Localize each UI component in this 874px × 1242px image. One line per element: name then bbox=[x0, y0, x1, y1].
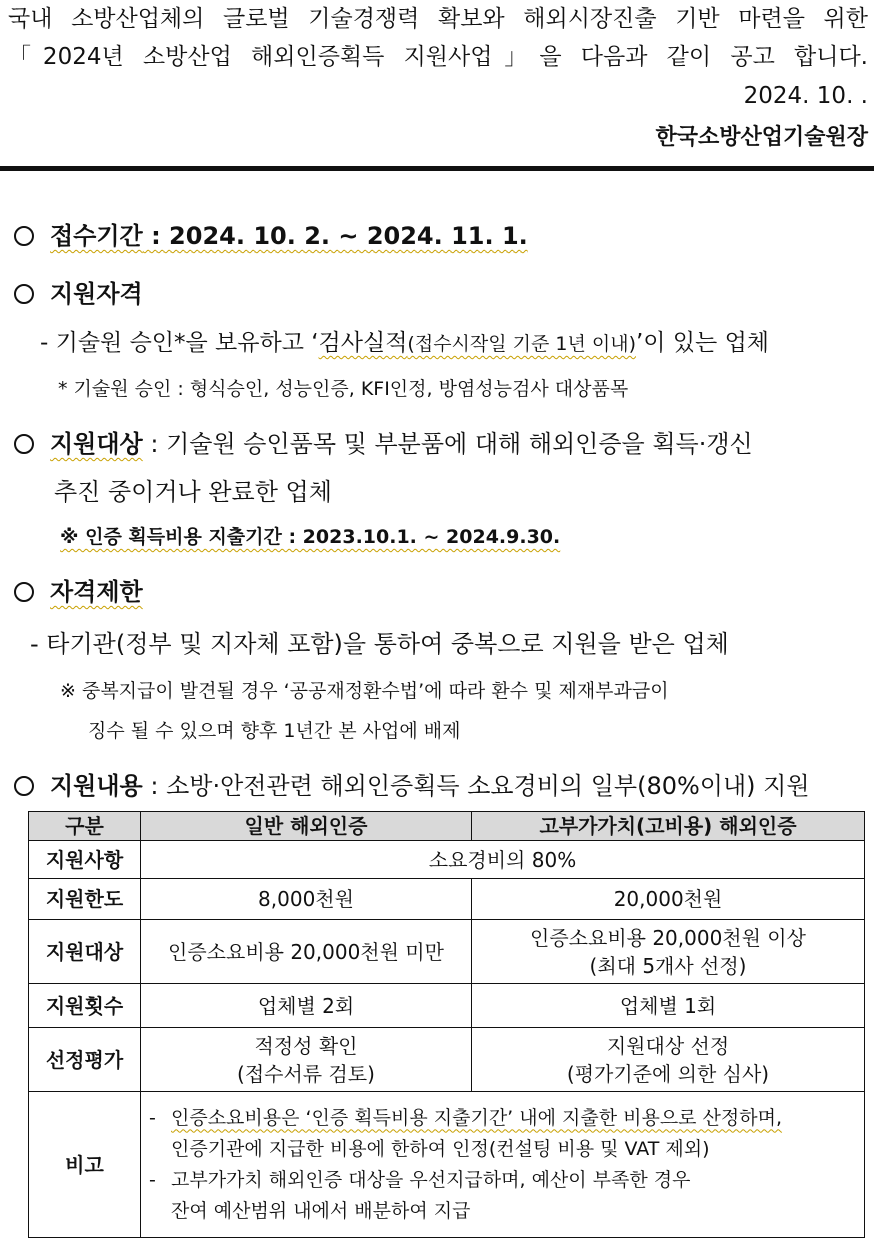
section-eligibility bbox=[14, 274, 870, 309]
target-desc-2: 추진 중이거나 완료한 업체 bbox=[54, 478, 332, 506]
period-value: : 2024. 10. 2. ~ 2024. 11. 1. bbox=[142, 222, 528, 250]
table-header-row bbox=[29, 812, 865, 841]
announcement-date: 2024. 10. . bbox=[743, 83, 868, 109]
eligibility-text-d: ’이 있는 업체 bbox=[636, 330, 770, 356]
row-label: 지원횟수 bbox=[29, 984, 141, 1028]
content-value: : 소방·안전관련 해외인증획득 소요경비의 일부(80%이내) 지원 bbox=[142, 772, 810, 800]
table-cell: 소요경비의 80% bbox=[141, 841, 865, 879]
row-label: 지원사항 bbox=[29, 841, 141, 879]
row-label: 비고 bbox=[29, 1092, 141, 1238]
section-title: 자격제한 bbox=[50, 578, 143, 606]
restriction-note-1: ※ 중복지급이 발견될 경우 ‘공공재정환수법’에 따라 환수 및 제재부과금이 bbox=[60, 680, 669, 702]
table-cell: 인증소요비용 20,000천원 미만 bbox=[141, 920, 472, 984]
section-title: 지원대상 bbox=[50, 430, 143, 458]
cell-line: 지원대상 선정 bbox=[606, 1033, 730, 1058]
remark-item bbox=[149, 1103, 856, 1165]
restriction-note-2: 징수 될 수 있으며 향후 1년간 본 사업에 배제 bbox=[88, 720, 461, 742]
eligibility-line bbox=[40, 324, 769, 357]
header-divider bbox=[0, 166, 874, 171]
table-cell bbox=[472, 1028, 865, 1092]
table-cell bbox=[141, 1028, 472, 1092]
eligibility-text-a: - 기술원 승인*을 보유하고 ‘ bbox=[40, 330, 319, 356]
circle-bullet-icon bbox=[14, 226, 34, 246]
row-label: 지원대상 bbox=[29, 920, 141, 984]
remarks-cell bbox=[141, 1092, 865, 1238]
table-cell: 8,000천원 bbox=[141, 879, 472, 920]
section-period bbox=[14, 216, 870, 251]
intro-line-2: 「2024년 소방산업 해외인증획득 지원사업」을 다음과 같이 공고 합니다. bbox=[8, 44, 868, 70]
eligibility-text-c: (접수시작일 기준 1년 이내) bbox=[407, 333, 636, 355]
section-content bbox=[14, 766, 870, 801]
remark-line: 고부가가치 해외인증 대상을 우선지급하며, 예산이 부족한 경우 bbox=[171, 1168, 691, 1191]
cell-line: (접수서류 검토) bbox=[237, 1061, 375, 1086]
table-row bbox=[29, 841, 865, 879]
circle-bullet-icon bbox=[14, 582, 34, 602]
circle-bullet-icon bbox=[14, 776, 34, 796]
table-row bbox=[29, 1092, 865, 1238]
section-title: 지원자격 bbox=[50, 280, 143, 308]
table-row bbox=[29, 1028, 865, 1092]
restriction-line: - 타기관(정부 및 지자체 포함)을 통하여 중복으로 지원을 받은 업체 bbox=[30, 630, 729, 658]
support-table bbox=[28, 811, 865, 1238]
intro-line-1: 국내 소방산업체의 글로벌 기술경쟁력 확보와 해외시장진출 기반 마련을 위한 bbox=[8, 6, 868, 32]
dash-bullet: - bbox=[149, 1168, 156, 1191]
eligibility-note: * 기술원 승인 : 형식승인, 성능인증, KFI인정, 방염성능검사 대상품목 bbox=[58, 378, 629, 400]
table-cell bbox=[472, 920, 865, 984]
table-row bbox=[29, 879, 865, 920]
table-header: 일반 해외인증 bbox=[141, 812, 472, 841]
section-title: 접수기간 bbox=[50, 222, 143, 250]
table-header: 구분 bbox=[29, 812, 141, 841]
table-row bbox=[29, 920, 865, 984]
eligibility-text-b: 검사실적 bbox=[318, 330, 408, 356]
target-desc-1: : 기술원 승인품목 및 부분품에 대해 해외인증을 획득·갱신 bbox=[142, 430, 753, 458]
table-row bbox=[29, 984, 865, 1028]
table-cell: 20,000천원 bbox=[472, 879, 865, 920]
circle-bullet-icon bbox=[14, 434, 34, 454]
remark-line: 인증소요비용은 ‘인증 획득비용 지출기간’ 내에 지출한 비용으로 산정하며, bbox=[171, 1106, 783, 1129]
section-title: 지원내용 bbox=[50, 772, 143, 800]
row-label: 지원한도 bbox=[29, 879, 141, 920]
circle-bullet-icon bbox=[14, 284, 34, 304]
intro-block bbox=[8, 0, 868, 160]
cell-line: 인증소요비용 20,000천원 이상 bbox=[530, 925, 806, 950]
remark-line: 인증기관에 지급한 비용에 한하여 인정(컨설팅 비용 및 VAT 제외) bbox=[171, 1137, 710, 1160]
table-cell: 업체별 1회 bbox=[472, 984, 865, 1028]
cell-line: 적정성 확인 bbox=[254, 1033, 358, 1058]
section-target bbox=[14, 424, 870, 459]
remark-line: 잔여 예산범위 내에서 배분하여 지급 bbox=[171, 1199, 471, 1222]
section-restriction bbox=[14, 572, 870, 607]
cell-line: (평가기준에 의한 심사) bbox=[566, 1061, 770, 1086]
row-label: 선정평가 bbox=[29, 1028, 141, 1092]
dash-bullet: - bbox=[149, 1106, 156, 1129]
issuer-name: 한국소방산업기술원장 bbox=[655, 125, 868, 150]
target-note bbox=[60, 522, 560, 549]
cell-line: (최대 5개사 선정) bbox=[589, 953, 747, 978]
table-header: 고부가가치(고비용) 해외인증 bbox=[472, 812, 865, 841]
remark-item bbox=[149, 1165, 856, 1227]
table-cell: 업체별 2회 bbox=[141, 984, 472, 1028]
target-note-text: ※ 인증 획득비용 지출기간 : 2023.10.1. ~ 2024.9.30. bbox=[60, 526, 561, 548]
